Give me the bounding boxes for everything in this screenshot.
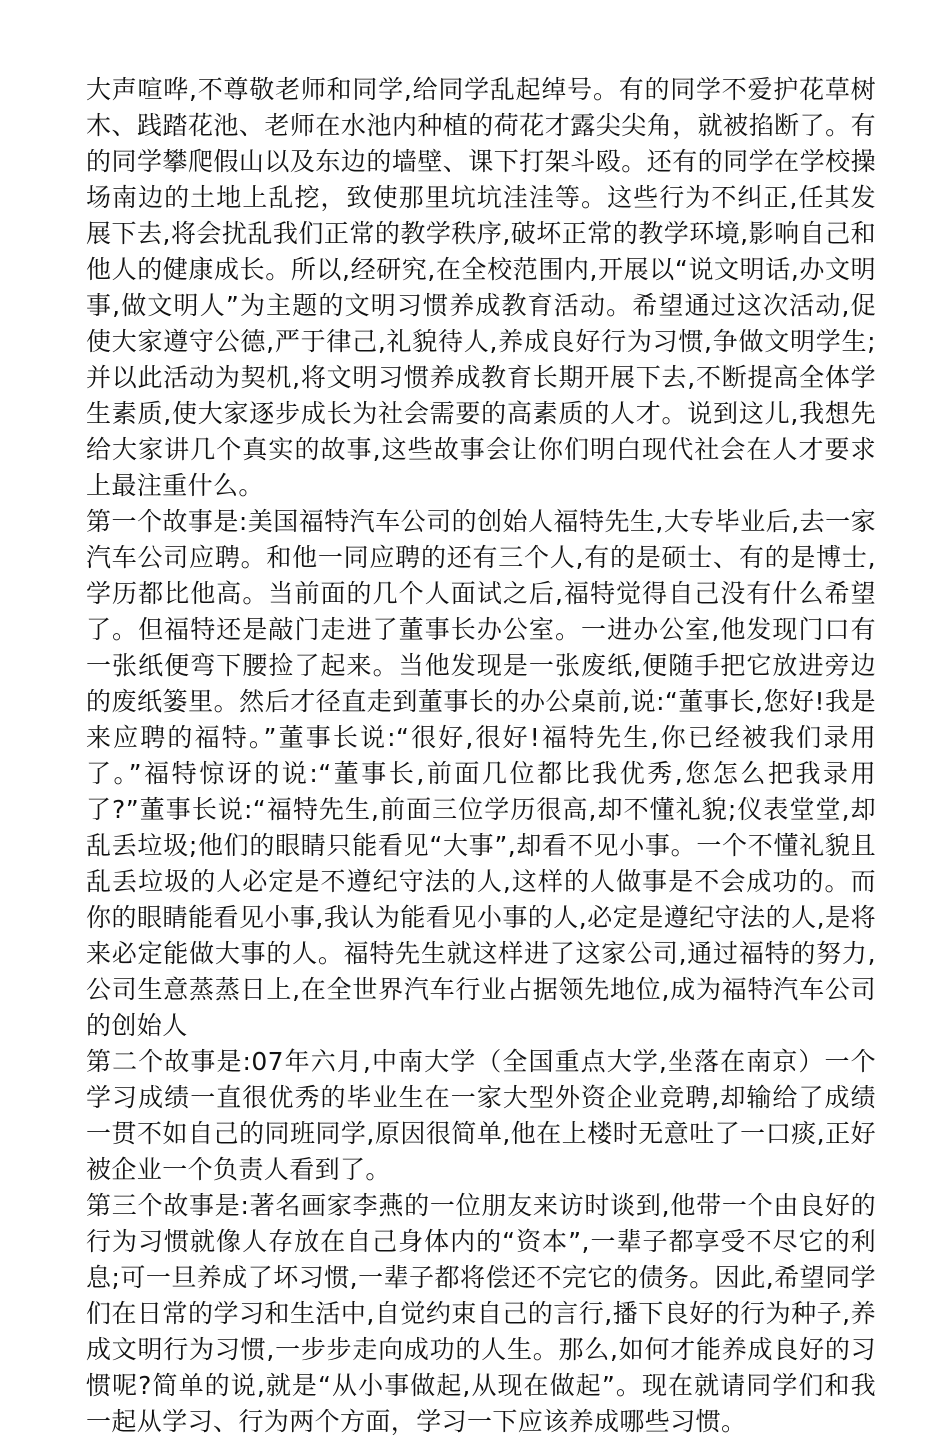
paragraph-story-two: 第二个故事是:07年六月,中南大学（全国重点大学,坐落在南京）一个学习成绩一直很优秀的毕业生在一家大型外资企业竞聘,却输给了成绩一贯不如自己的同班同学,原因很简单,他在上楼时无意吐了一口痰,正好被企业一个负责人看到了。 xyxy=(86,1047,876,1184)
paragraph-story-one: 第一个故事是:美国福特汽车公司的创始人福特先生,大专毕业后,去一家汽车公司应聘。和他一同应聘的还有三个人,有的是硕士、有的是博士,学历都比他高。当前面的几个人面试之后,福特觉得自己没有什么希望了。但福特还是敲门走进了董事长办公室。一进办公室,他发现门口有一张纸便弯下腰捡了起来。当他发现是一张废纸,便随手把它放进旁边的废纸篓里。然后才径直走到董事长的办公桌前,说:“董事长,您好!我是来应聘的福特。”董事长说:“很好,很好!福特先生,你已经被我们录用了。”福特惊讶的说:“董事长,前面几位都比我优秀,您怎么把我录用了?”董事长说:“福特先生,前面三位学历很高,却不懂礼貌;仪表堂堂,却乱丢垃圾;他们的眼睛只能看见“大事”,却看不见小事。一个不懂礼貌且乱丢垃圾的人必定是不遵纪守法的人,这样的人做事是不会成功的。而你的眼睛能看见小事,我认为能看见小事的人,必定是遵纪守法的人,是将来必定能做大事的人。福特先生就这样进了这家公司,通过福特的努力,公司生意蒸蒸日上,在全世界汽车行业占据领先地位,成为福特汽车公司的创始人 xyxy=(86,507,876,1040)
paragraph-intro: 大声喧哗,不尊敬老师和同学,给同学乱起绰号。有的同学不爱护花草树木、践踏花池、老师在水池内种植的荷花才露尖尖角，就被掐断了。有的同学攀爬假山以及东边的墙壁、课下打架斗殴。还有的同学在学校操场南边的土地上乱挖，致使那里坑坑洼洼等。这些行为不纠正,任其发展下去,将会扰乱我们正常的教学秩序,破坏正常的教学环境,影响自己和他人的健康成长。所以,经研究,在全校范围内,开展以“说文明话,办文明事,做文明人”为主题的文明习惯养成教育活动。希望通过这次活动,促使大家遵守公德,严于律己,礼貌待人,养成良好行为习惯,争做文明学生;并以此活动为契机,将文明习惯养成教育长期开展下去,不断提高全体学生素质,使大家逐步成长为社会需要的高素质的人才。说到这儿,我想先给大家讲几个真实的故事,这些故事会让你们明白现代社会在人才要求上最注重什么。 xyxy=(86,75,876,500)
document-body xyxy=(86,72,876,1440)
paragraph-story-three: 第三个故事是:著名画家李燕的一位朋友来访时谈到,他带一个由良好的行为习惯就像人存放在自己身体内的“资本”,一辈子都享受不尽它的利息;可一旦养成了坏习惯,一辈子都将偿还不完它的债务。因此,希望同学们在日常的学习和生活中,自觉约束自己的言行,播下良好的行为种子,养成文明行为习惯,一步步走向成功的人生。那么,如何才能养成良好的习惯呢?简单的说,就是“从小事做起,从现在做起”。现在就请同学们和我一起从学习、行为两个方面，学习一下应该养成哪些习惯。 xyxy=(86,1191,876,1436)
